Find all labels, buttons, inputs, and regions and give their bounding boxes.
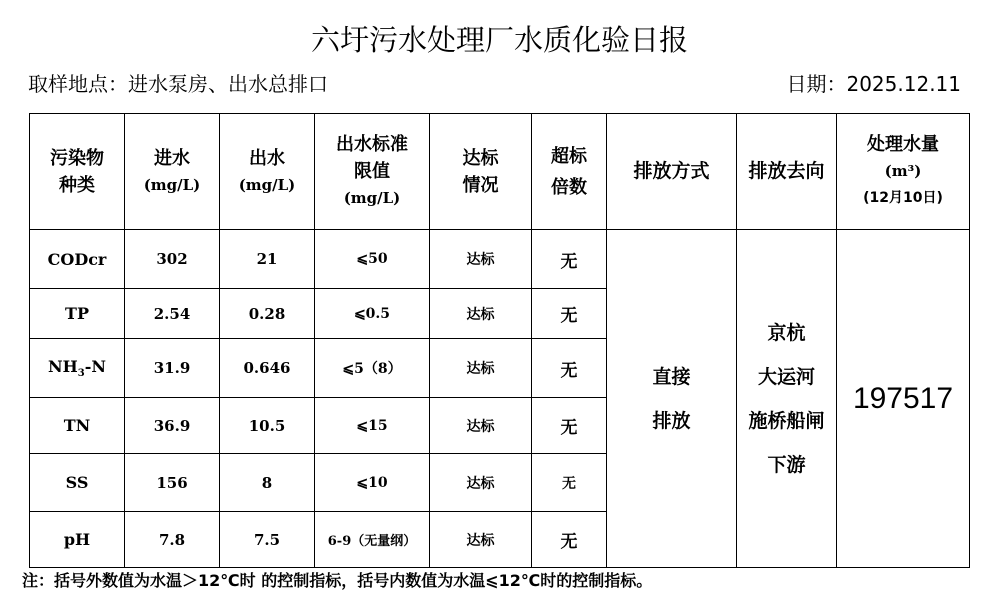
water-quality-table [29, 113, 970, 568]
exceed-value: 无 [532, 289, 607, 339]
pollutant-name: TP [30, 289, 125, 339]
influent-value: 31.9 [125, 339, 220, 398]
pollutant-name: $NH_3-N$ [30, 339, 125, 398]
effluent-value: 0.28 [220, 289, 315, 339]
influent-value: 36.9 [125, 398, 220, 454]
status-value: 达标 [430, 289, 532, 339]
header-row [30, 114, 970, 230]
treated-volume-value: 197517 [837, 230, 970, 568]
report-title: 六圩污水处理厂水质化验日报 [310, 23, 688, 57]
table-row [30, 230, 970, 289]
status-value: 达标 [430, 512, 532, 568]
exceed-value: 无 [532, 339, 607, 398]
influent-value: 7.8 [125, 512, 220, 568]
exceed-value: 无 [532, 512, 607, 568]
pollutant-name: SS [30, 454, 125, 512]
status-value: 达标 [430, 454, 532, 512]
limit-value: 6-9（无量纲） [315, 512, 430, 568]
discharge-direction-cell: 京杭 大运河 施桥船闸 下游 [737, 230, 837, 568]
header-limit: 出水标准 限值 (mg/L) [315, 114, 430, 230]
influent-value: 2.54 [125, 289, 220, 339]
effluent-value: 7.5 [220, 512, 315, 568]
effluent-value: 0.646 [220, 339, 315, 398]
discharge-method-cell: 直接 排放 [607, 230, 737, 568]
exceed-value: 无 [532, 230, 607, 289]
report-date: 日期：2025.12.11 [786, 72, 961, 96]
pollutant-name: CODcr [30, 230, 125, 289]
header-status: 达标 情况 [430, 114, 532, 230]
status-value: 达标 [430, 398, 532, 454]
limit-value: ⩽10 [315, 454, 430, 512]
limit-value: ⩽0.5 [315, 289, 430, 339]
limit-value: ⩽50 [315, 230, 430, 289]
header-discharge-method: 排放方式 [607, 114, 737, 230]
limit-value: ⩽5（8） [315, 339, 430, 398]
header-pollutant: 污染物 种类 [30, 114, 125, 230]
header-volume: 处理水量 (m³) (12月10日) [837, 114, 970, 230]
exceed-value: 无 [532, 454, 607, 512]
header-influent: 进水 (mg/L) [125, 114, 220, 230]
influent-value: 302 [125, 230, 220, 289]
effluent-value: 21 [220, 230, 315, 289]
effluent-value: 8 [220, 454, 315, 512]
effluent-value: 10.5 [220, 398, 315, 454]
status-value: 达标 [430, 339, 532, 398]
influent-value: 156 [125, 454, 220, 512]
pollutant-name: pH [30, 512, 125, 568]
header-exceed: 超标 倍数 [532, 114, 607, 230]
footnote: 注：括号外数值为水温＞12℃时 的控制指标，括号内数值为水温⩽12℃时的控制指标。 [22, 571, 653, 590]
header-discharge-direction: 排放去向 [737, 114, 837, 230]
status-value: 达标 [430, 230, 532, 289]
exceed-value: 无 [532, 398, 607, 454]
limit-value: ⩽15 [315, 398, 430, 454]
pollutant-name: TN [30, 398, 125, 454]
header-effluent: 出水 (mg/L) [220, 114, 315, 230]
sampling-location: 取样地点：进水泵房、出水总排口 [28, 72, 328, 96]
